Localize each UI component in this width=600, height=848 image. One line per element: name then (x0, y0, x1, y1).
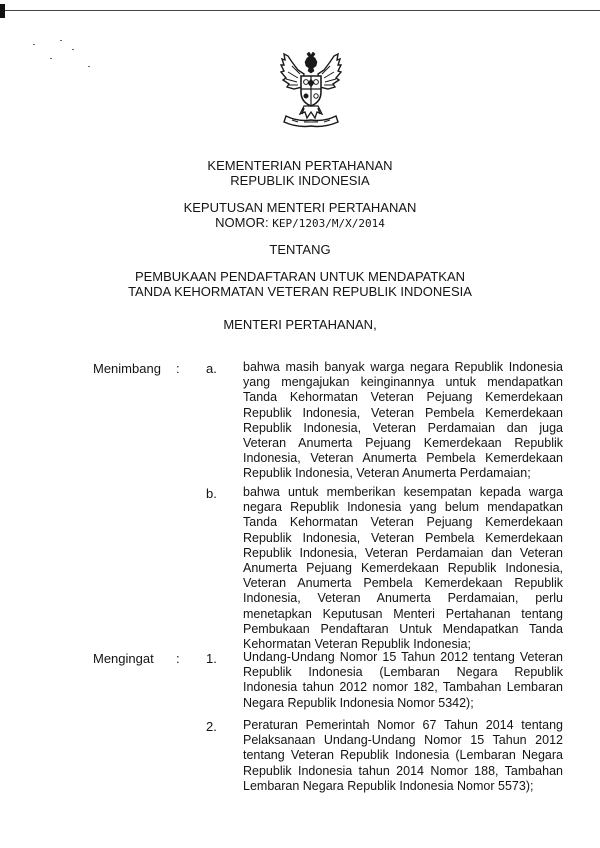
scan-speck (88, 66, 90, 67)
scan-top-border (0, 10, 600, 11)
minister-heading: MENTERI PERTAHANAN, (223, 317, 377, 332)
menimbang-item-b-text: bahwa untuk memberikan kesempatan kepada warga negara Republik Indonesia yang belum mendapatkan Tanda Kehormatan Veteran Pejuang Kemerdekaan Republik Indonesia, Veteran Pembela Kemerdekaan Republik Indonesia, Veteran Perdamaian dan Veteran Anumerta Pejuang Kemerdekaan Republik Indonesia, Veteran Anumerta Pembela Kemerdekaan Republik Indonesia, Veteran Anumerta Perdamaian, perlu menetapkan Keputusan Menteri Pertahanan tentang Pembukaan Pendaftaran Untuk Mendapatkan Tanda Kehormatan Veteran Republik Indonesia; (243, 485, 563, 652)
menimbang-label: Menimbang (93, 361, 161, 376)
garuda-pancasila-emblem-icon (278, 52, 344, 128)
menimbang-item-b-marker: b. (206, 486, 217, 501)
mengingat-colon: : (176, 651, 180, 666)
mengingat-item-1-marker: 1. (206, 651, 217, 666)
mengingat-item-2-text: Peraturan Pemerintah Nomor 67 Tahun 2014 tentang Pelaksanaan Undang-Undang Nomor 15 Tahun 2012 tentang Veteran Republik Indonesia (Lembaran Negara Republik Indonesia tahun 2014 Nomor 188, Tambahan Lembaran Negara Republik Indonesia Nomor 5573); (243, 718, 563, 793)
ministry-name-line2: REPUBLIK INDONESIA (230, 173, 370, 188)
decree-number (0, 215, 600, 231)
mengingat-label: Mengingat (93, 651, 154, 666)
decree-number-value: KEP/1203/M/X/2014 (272, 217, 385, 230)
menimbang-item-a-text: bahwa masih banyak warga negara Republik Indonesia yang mengajukan keinginannya untuk mendapatkan Tanda Kehormatan Veteran Pejuang Kemerdekaan Republik Indonesia, Veteran Pembela Kemerdekaan Republik Indonesia, Veteran Perdamaian dan juga Veteran Anumerta Pejuang Kemerdekaan Republik Indonesia, Veteran Anumerta Pembela Kemerdekaan Republik Indonesia, Veteran Anumerta Perdamaian; (243, 360, 563, 481)
mengingat-item-2-marker: 2. (206, 719, 217, 734)
decree-number-label: NOMOR: (215, 215, 269, 230)
scan-edge-mark (0, 4, 5, 18)
decree-title: KEPUTUSAN MENTERI PERTAHANAN (183, 200, 417, 215)
menimbang-colon: : (176, 361, 180, 376)
scan-speck (72, 49, 74, 50)
scan-speck (33, 44, 35, 45)
menimbang-item-a-marker: a. (206, 361, 217, 376)
mengingat-item-1-text: Undang-Undang Nomor 15 Tahun 2012 tentang Veteran Republik Indonesia (Lembaran Negara Republik Indonesia tahun 2012 nomor 182, Tambahan Lembaran Negara Republik Indonesia Nomor 5342); (243, 650, 563, 710)
decree-subject-line2: TANDA KEHORMATAN VETERAN REPUBLIK INDONESIA (128, 284, 472, 299)
ministry-name-line1: KEMENTERIAN PERTAHANAN (207, 158, 393, 173)
tentang-heading: TENTANG (269, 242, 331, 257)
scan-speck (60, 40, 62, 41)
decree-subject-line1: PEMBUKAAN PENDAFTARAN UNTUK MENDAPATKAN (134, 269, 466, 284)
scan-speck (50, 58, 52, 59)
